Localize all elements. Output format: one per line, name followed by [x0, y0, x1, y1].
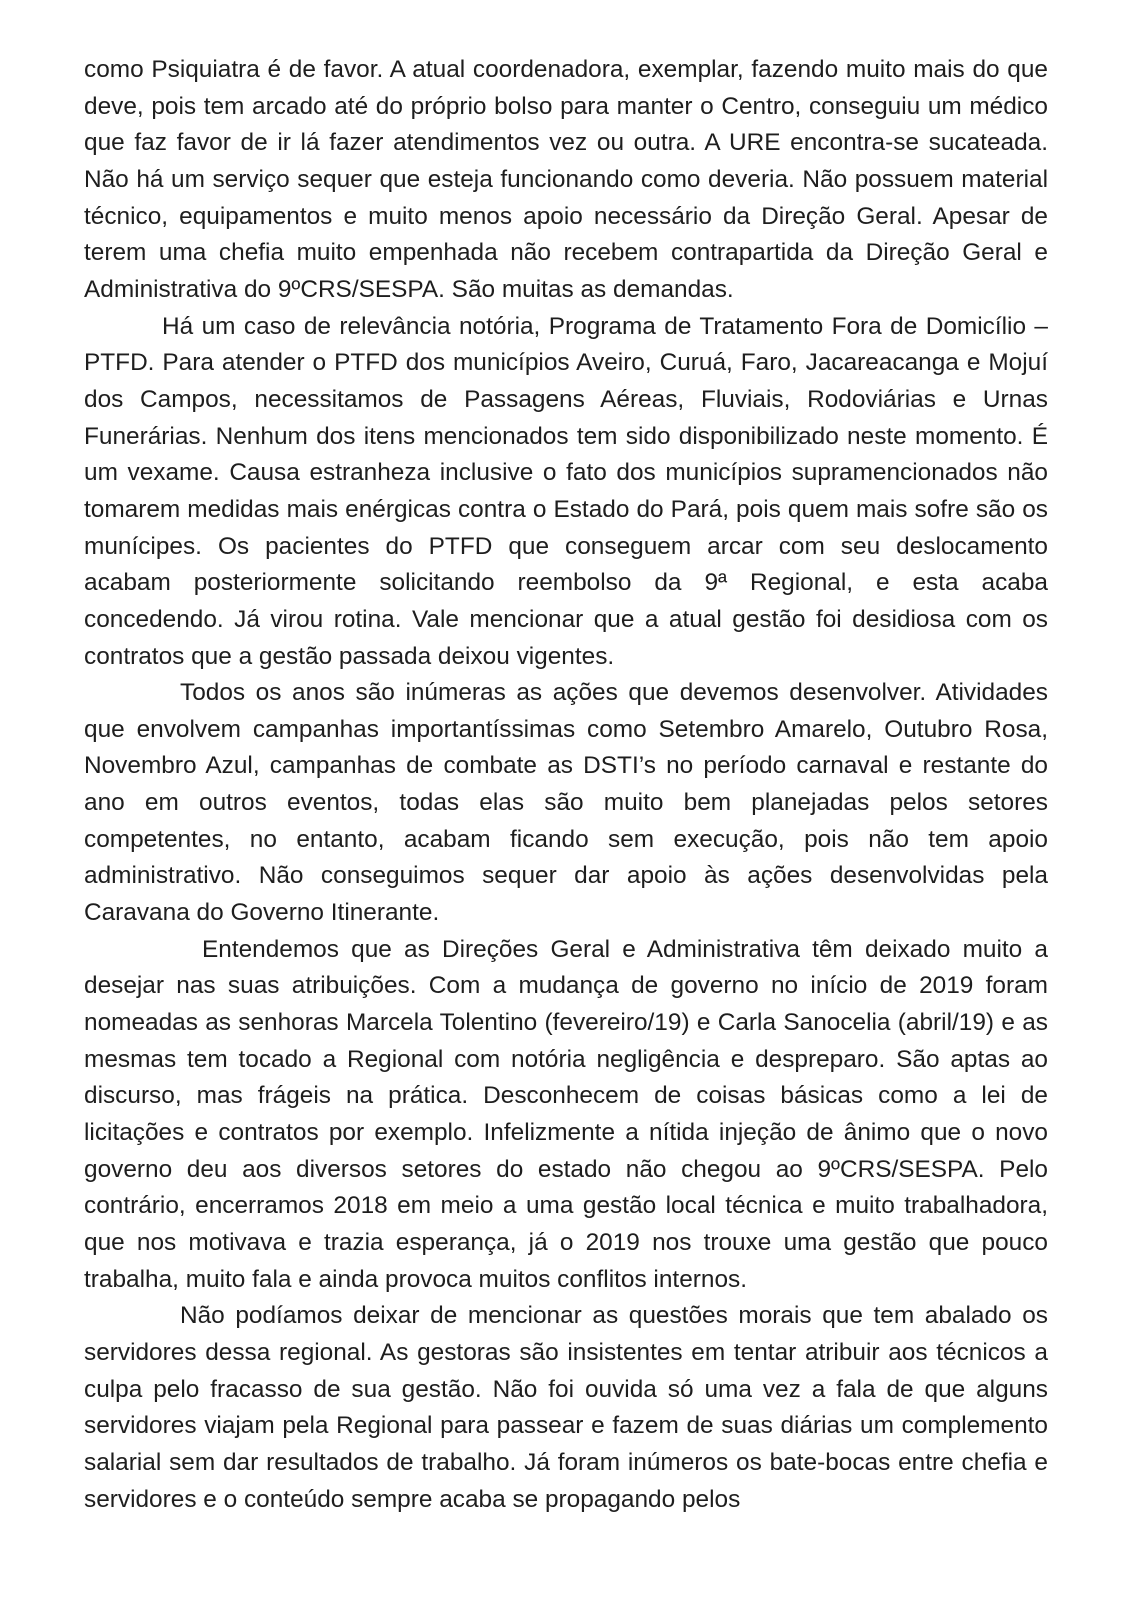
paragraph-campanhas: Todos os anos são inúmeras as ações que devemos desenvolver. Atividades que envolvem campanhas importantíssimas como Setembro Amarelo, Outubro Rosa, Novembro Azul, campanhas de combate as DSTI’s no período carnaval e restante do ano em outros eventos, todas elas são muito bem planejadas pelos setores competentes, no entanto, acabam ficando sem execução, pois não tem apoio administrativo. Não conseguimos sequer dar apoio às ações desenvolvidas pela Caravana do Governo Itinerante. [84, 679, 1048, 927]
paragraph-questoes-morais: Não podíamos deixar de mencionar as questões morais que tem abalado os servidores dessa regional. As gestoras são insistentes em tentar atribuir aos técnicos a culpa pelo fracasso de sua gestão. Não foi ouvida só uma vez a fala de que alguns servidores viajam pela Regional para passear e fazem de suas diárias um complemento salarial sem dar resultados de trabalho. Já foram inúmeros os bate-bocas entre chefia e servidores e o conteúdo sempre acaba se propagando pelos [84, 1302, 1048, 1513]
paragraph-ptfd: Há um caso de relevância notória, Programa de Tratamento Fora de Domicílio – PTFD. Para atender o PTFD dos municípios Aveiro, Curuá, Faro, Jacareacanga e Mojuí dos Campos, necessitamos de Passagens Aéreas, Fluviais, Rodoviárias e Urnas Funerárias. Nenhum dos itens mencionados tem sido disponibilizado neste momento. É um vexame. Causa estranheza inclusive o fato dos municípios supramencionados não tomarem medidas mais enérgicas contra o Estado do Pará, pois quem mais sofre são os munícipes. Os pacientes do PTFD que conseguem arcar com seu deslocamento acabam posteriormente solicitando reembolso da 9ª Regional, e esta acaba concedendo. Já virou rotina. Vale mencionar que a atual gestão foi desidiosa com os contratos que a gestão passada deixou vigentes. [84, 312, 1048, 670]
paragraph-psiquiatra-ure: como Psiquiatra é de favor. A atual coordenadora, exemplar, fazendo muito mais do que deve, pois tem arcado até do próprio bolso para manter o Centro, conseguiu um médico que faz favor de ir lá fazer atendimentos vez ou outra. A URE encontra-se sucateada. Não há um serviço sequer que esteja funcionando como deveria. Não possuem material técnico, equipamentos e muito menos apoio necessário da Direção Geral. Apesar de terem uma chefia muito empenhada não recebem contrapartida da Direção Geral e Administrativa do 9ºCRS/SESPA. São muitas as demandas. [84, 56, 1048, 303]
document-page [84, 52, 1048, 1518]
paragraph-direcoes: Entendemos que as Direções Geral e Administrativa têm deixado muito a desejar nas suas atribuições. Com a mudança de governo no início de 2019 foram nomeadas as senhoras Marcela Tolentino (fevereiro/19) e Carla Sanocelia (abril/19) e as mesmas tem tocado a Regional com notória negligência e despreparo. São aptas ao discurso, mas frágeis na prática. Desconhecem de coisas básicas como a lei de licitações e contratos por exemplo. Infelizmente a nítida injeção de ânimo que o novo governo deu aos diversos setores do estado não chegou ao 9ºCRS/SESPA. Pelo contrário, encerramos 2018 em meio a uma gestão local técnica e muito trabalhadora, que nos motivava e trazia esperança, já o 2019 nos trouxe uma gestão que pouco trabalha, muito fala e ainda provoca muitos conflitos internos. [84, 935, 1048, 1293]
